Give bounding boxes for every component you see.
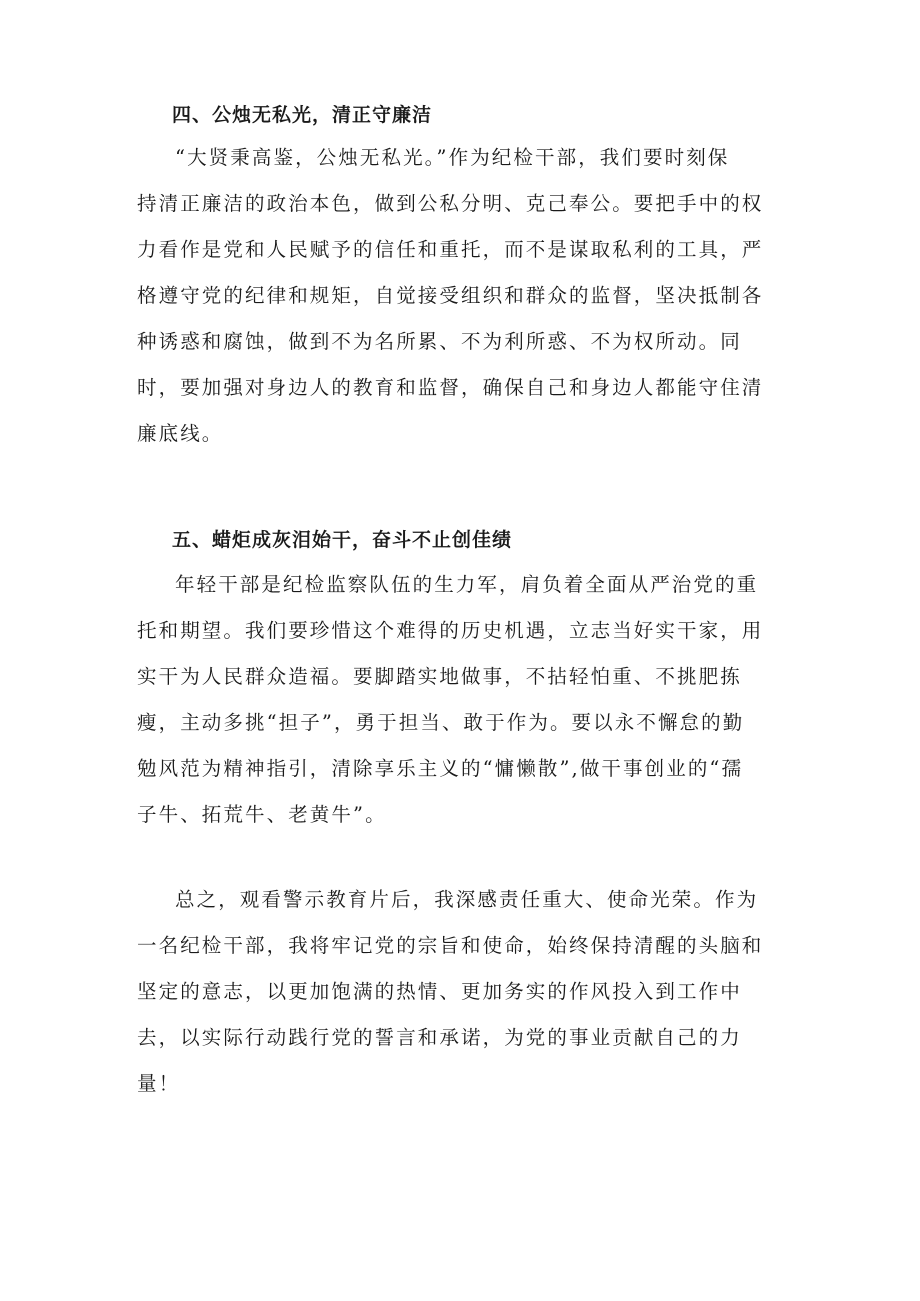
- paragraph-line: 坚定的意志，以更加饱满的热情、更加务实的作风投入到工作中: [137, 980, 742, 1003]
- paragraph-line: 瘦，主动多挑“担子”，勇于担当、敢于作为。要以永不懈怠的勤: [137, 711, 745, 734]
- paragraph-line: 总之，观看警示教育片后，我深感责任重大、使命光荣。作为: [175, 888, 759, 911]
- paragraph-line: 时，要加强对身边人的教育和监督，确保自己和身边人都能守住清: [137, 376, 764, 399]
- paragraph-line: 持清正廉洁的政治本色，做到公私分明、克己奉公。要把手中的权: [137, 192, 764, 215]
- section-heading-4: 四、公烛无私光，清正守廉洁: [172, 104, 433, 126]
- paragraph-line: 去，以实际行动践行党的誓言和承诺，为党的事业贡献自己的力: [137, 1026, 742, 1049]
- paragraph-line: 勉风范为精神指引，清除享乐主义的“慵懒散”,做干事创业的“孺: [137, 757, 744, 780]
- paragraph-line: 廉底线。: [137, 422, 224, 445]
- paragraph-line: 一名纪检干部，我将牢记党的宗旨和使命，始终保持清醒的头脑和: [137, 934, 764, 957]
- paragraph-line: 年轻干部是纪检监察队伍的生力军，肩负着全面从严治党的重: [175, 573, 759, 596]
- paragraph-line: “大贤秉高鉴，公烛无私光。”作为纪检干部，我们要时刻保: [175, 146, 730, 169]
- paragraph-line: 种诱惑和腐蚀，做到不为名所累、不为利所惑、不为权所动。同: [137, 330, 742, 353]
- section-4-paragraph: [137, 135, 787, 457]
- paragraph-line: 力看作是党和人民赋予的信任和重托，而不是谋取私利的工具，严: [137, 238, 764, 261]
- section-heading-5: 五、蜡炬成灰泪始干，奋斗不止创佳绩: [172, 529, 513, 551]
- section-5-paragraph: [137, 562, 787, 838]
- conclusion-paragraph: [137, 877, 787, 1107]
- paragraph-line: 托和期望。我们要珍惜这个难得的历史机遇，立志当好实干家，用: [137, 619, 764, 642]
- paragraph-line: 实干为人民群众造福。要脚踏实地做事，不拈轻怕重、不挑肥拣: [137, 665, 742, 688]
- paragraph-line: 格遵守党的纪律和规矩，自觉接受组织和群众的监督，坚决抵制各: [137, 284, 764, 307]
- paragraph-line: 子牛、拓荒牛、老黄牛”。: [137, 803, 387, 826]
- paragraph-line: 量！: [137, 1072, 181, 1095]
